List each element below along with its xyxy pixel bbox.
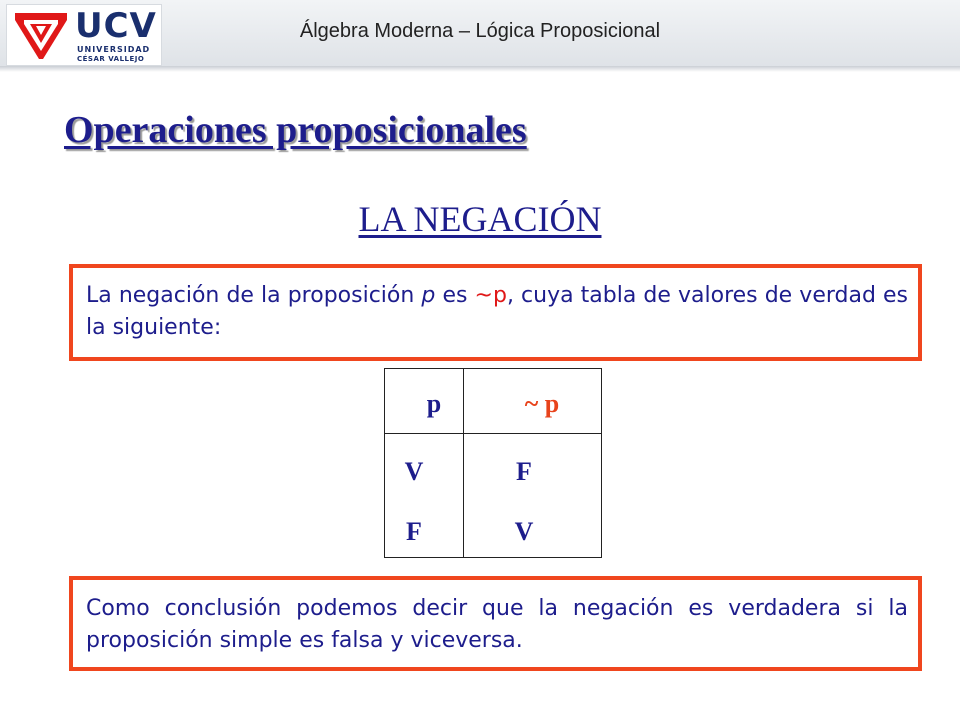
header-shadow [0, 66, 960, 72]
ucv-logo [6, 4, 162, 66]
definition-text-part2: es [435, 283, 475, 308]
conclusion-box [69, 576, 922, 671]
table-header-divider [385, 433, 601, 434]
definition-negation: ~p [474, 283, 507, 308]
table-cell-row1-p: V [404, 457, 424, 486]
section-subtitle: LA NEGACIÓN [358, 199, 602, 239]
definition-text-part1: La negación de la proposición [86, 283, 422, 308]
table-cell-row1-negation: F [516, 457, 532, 486]
header-title: Álgebra Moderna – Lógica Proposicional [299, 20, 661, 42]
table-header-p: p [426, 389, 442, 418]
definition-text [86, 280, 908, 344]
logo-name-line1: UNIVERSIDAD [77, 45, 151, 54]
logo-acronym: UCV [75, 6, 157, 46]
table-header-negation: ~ p [524, 389, 560, 418]
definition-box [69, 264, 922, 361]
logo-name-line2: CÉSAR VALLEJO [77, 55, 145, 63]
slide-title: Operaciones proposicionales [64, 109, 527, 151]
truth-table [384, 368, 602, 558]
definition-variable: p [421, 283, 436, 308]
ucv-shield-icon [12, 10, 70, 62]
table-cell-row2-negation: V [514, 517, 534, 546]
definition-text-part3: , cuya tabla de valores de verdad es la siguiente: [86, 283, 909, 340]
table-cell-row2-p: F [406, 517, 422, 546]
conclusion-text: Como conclusión podemos decir que la negación es verdadera si la proposición simple es falsa y viceversa. [86, 596, 908, 653]
